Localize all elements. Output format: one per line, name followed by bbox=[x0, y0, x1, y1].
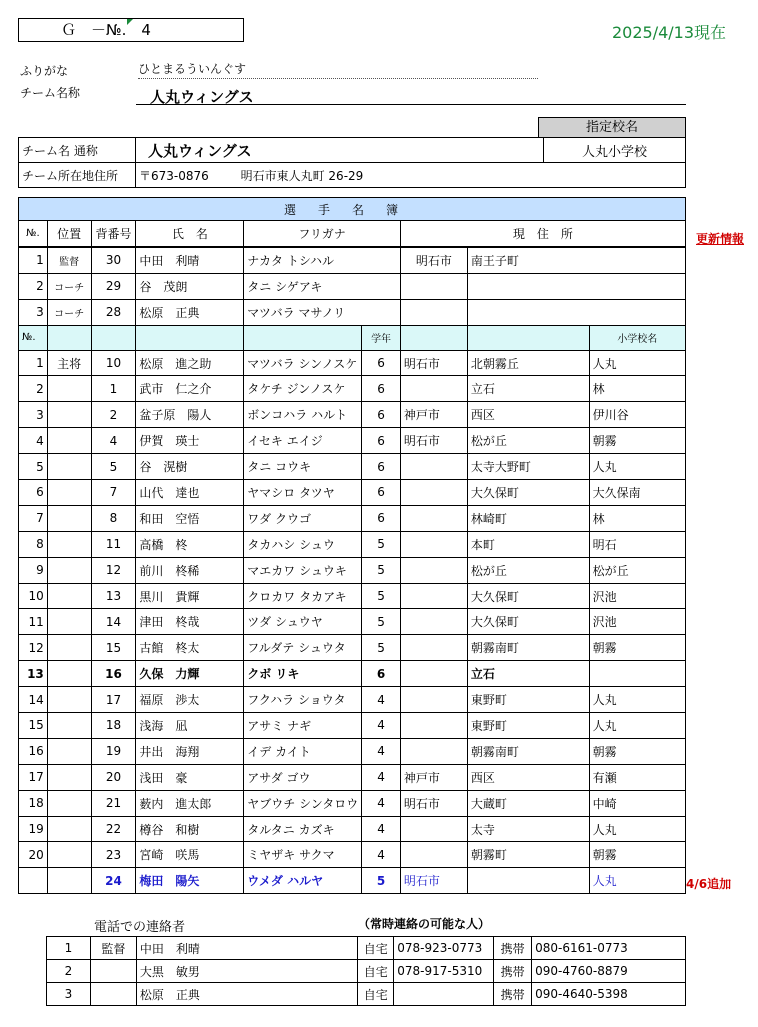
school: 人丸 bbox=[589, 454, 685, 480]
player-row bbox=[19, 661, 686, 687]
player-row bbox=[19, 609, 686, 635]
name: 山代 達也 bbox=[136, 480, 244, 506]
kana: ボンコハラ ハルト bbox=[244, 402, 362, 428]
kana: タカハシ シュウ bbox=[244, 531, 362, 557]
row-no: 20 bbox=[19, 842, 48, 868]
row-no: 13 bbox=[19, 661, 48, 687]
name: 伊賀 瑛士 bbox=[136, 428, 244, 454]
name: 中田 利晴 bbox=[136, 247, 244, 273]
town: 太寺 bbox=[467, 816, 589, 842]
grade: 6 bbox=[362, 350, 401, 376]
update-info-link[interactable]: 更新情報 bbox=[696, 232, 745, 246]
city bbox=[400, 505, 467, 531]
kana: ヤブウチ シンタロウ bbox=[244, 790, 362, 816]
g-number: Ｇ －№. 4 bbox=[61, 21, 151, 39]
name: 盆子原 陽人 bbox=[136, 402, 244, 428]
home-phone: 078-917-5310 bbox=[394, 960, 494, 983]
row-no bbox=[19, 868, 48, 894]
contact-no: 3 bbox=[47, 983, 91, 1006]
row-no: 2 bbox=[19, 376, 48, 402]
school: 松が丘 bbox=[589, 557, 685, 583]
name: 高橋 柊 bbox=[136, 531, 244, 557]
uniform-number: 17 bbox=[91, 687, 136, 713]
contact-role: 監督 bbox=[90, 937, 136, 960]
col-address: 現 住 所 bbox=[400, 221, 685, 247]
kana: イデ カイト bbox=[244, 738, 362, 764]
home-label: 自宅 bbox=[358, 960, 394, 983]
school: 朝霧 bbox=[589, 738, 685, 764]
contact-row bbox=[47, 937, 686, 960]
city: 神戸市 bbox=[400, 402, 467, 428]
blank bbox=[91, 325, 136, 350]
town: 東野町 bbox=[467, 687, 589, 713]
uniform-number: 21 bbox=[91, 790, 136, 816]
uniform-number: 1 bbox=[91, 376, 136, 402]
player-row bbox=[19, 480, 686, 506]
uniform-number: 23 bbox=[91, 842, 136, 868]
player-row bbox=[19, 583, 686, 609]
contact-name: 松原 正典 bbox=[136, 983, 357, 1006]
team-info-table bbox=[18, 137, 686, 188]
home-phone bbox=[394, 983, 494, 1006]
grade: 5 bbox=[362, 531, 401, 557]
grade: 4 bbox=[362, 738, 401, 764]
row-no: 5 bbox=[19, 454, 48, 480]
city bbox=[400, 454, 467, 480]
uniform-number: 13 bbox=[91, 583, 136, 609]
grade: 5 bbox=[362, 868, 401, 894]
blank bbox=[244, 325, 362, 350]
row-no: 1 bbox=[19, 350, 48, 376]
position bbox=[47, 687, 91, 713]
grade: 6 bbox=[362, 454, 401, 480]
town bbox=[467, 868, 589, 894]
town: 立石 bbox=[467, 661, 589, 687]
player-row bbox=[19, 557, 686, 583]
town: 朝霧南町 bbox=[467, 738, 589, 764]
player-row bbox=[19, 816, 686, 842]
uniform-number: 30 bbox=[91, 247, 136, 273]
mobile-label: 携帯 bbox=[494, 983, 532, 1006]
school: 人丸 bbox=[589, 713, 685, 739]
contact-row bbox=[47, 960, 686, 983]
staff-row bbox=[19, 247, 686, 273]
uniform-number: 15 bbox=[91, 635, 136, 661]
home-label: 自宅 bbox=[358, 983, 394, 1006]
uniform-number: 8 bbox=[91, 505, 136, 531]
town bbox=[467, 273, 685, 299]
uniform-number: 4 bbox=[91, 428, 136, 454]
blank bbox=[136, 325, 244, 350]
city bbox=[400, 738, 467, 764]
uniform-number: 11 bbox=[91, 531, 136, 557]
contact-no: 2 bbox=[47, 960, 91, 983]
player-row bbox=[19, 687, 686, 713]
kana: マツバラ シンノスケ bbox=[244, 350, 362, 376]
name: 前川 柊稀 bbox=[136, 557, 244, 583]
name: 武市 仁之介 bbox=[136, 376, 244, 402]
town: 朝霧南町 bbox=[467, 635, 589, 661]
name: 松原 進之助 bbox=[136, 350, 244, 376]
city bbox=[400, 299, 467, 325]
name: 井出 海翔 bbox=[136, 738, 244, 764]
name: 薮内 進太郎 bbox=[136, 790, 244, 816]
school: 林 bbox=[589, 376, 685, 402]
town: 太寺大野町 bbox=[467, 454, 589, 480]
home-phone: 078-923-0773 bbox=[394, 937, 494, 960]
uniform-number: 22 bbox=[91, 816, 136, 842]
town: 西区 bbox=[467, 402, 589, 428]
city: 神戸市 bbox=[400, 764, 467, 790]
grade: 5 bbox=[362, 635, 401, 661]
row-no: 15 bbox=[19, 713, 48, 739]
name: 福原 渉太 bbox=[136, 687, 244, 713]
uniform-number: 28 bbox=[91, 299, 136, 325]
kana: イセキ エイジ bbox=[244, 428, 362, 454]
team-address bbox=[136, 163, 686, 188]
position bbox=[47, 713, 91, 739]
position bbox=[47, 583, 91, 609]
name: 梅田 陽矢 bbox=[136, 868, 244, 894]
position bbox=[47, 531, 91, 557]
g-number-box bbox=[18, 18, 244, 42]
team-name-value: 人丸ウィングス bbox=[150, 88, 254, 106]
row-no: 18 bbox=[19, 790, 48, 816]
uniform-number: 2 bbox=[91, 402, 136, 428]
player-row bbox=[19, 842, 686, 868]
city bbox=[400, 583, 467, 609]
school: 朝霧 bbox=[589, 635, 685, 661]
furigana-label: ふりがな bbox=[20, 64, 69, 78]
player-subheader bbox=[19, 325, 686, 350]
position bbox=[47, 454, 91, 480]
contact-role bbox=[90, 960, 136, 983]
school: 中崎 bbox=[589, 790, 685, 816]
player-row bbox=[19, 764, 686, 790]
player-row bbox=[19, 428, 686, 454]
player-row bbox=[19, 738, 686, 764]
school: 人丸 bbox=[589, 350, 685, 376]
mobile-phone: 090-4640-5398 bbox=[532, 983, 686, 1006]
position bbox=[47, 842, 91, 868]
city: 明石市 bbox=[400, 790, 467, 816]
grade: 5 bbox=[362, 583, 401, 609]
blank bbox=[467, 325, 589, 350]
city bbox=[400, 661, 467, 687]
position bbox=[47, 480, 91, 506]
row-no: 17 bbox=[19, 764, 48, 790]
city bbox=[400, 687, 467, 713]
postal-code: 〒673-0876 bbox=[139, 168, 209, 183]
name: 谷 滉樹 bbox=[136, 454, 244, 480]
home-label: 自宅 bbox=[358, 937, 394, 960]
position: コーチ bbox=[47, 299, 91, 325]
school: 有瀬 bbox=[589, 764, 685, 790]
mobile-phone: 090-4760-8879 bbox=[532, 960, 686, 983]
blank bbox=[47, 325, 91, 350]
contact-title: 電話での連絡者 bbox=[94, 920, 186, 935]
row-no: 16 bbox=[19, 738, 48, 764]
player-row bbox=[19, 350, 686, 376]
uniform-number: 10 bbox=[91, 350, 136, 376]
town bbox=[467, 299, 685, 325]
uniform-number: 7 bbox=[91, 480, 136, 506]
position bbox=[47, 609, 91, 635]
school: 林 bbox=[589, 505, 685, 531]
town: 朝霧町 bbox=[467, 842, 589, 868]
uniform-number: 19 bbox=[91, 738, 136, 764]
school: 沢池 bbox=[589, 609, 685, 635]
uniform-number: 29 bbox=[91, 273, 136, 299]
col-grade: 学年 bbox=[362, 325, 401, 350]
player-row bbox=[19, 454, 686, 480]
row-no: 4 bbox=[19, 428, 48, 454]
name: 和田 空悟 bbox=[136, 505, 244, 531]
alias-value: 人丸ウィングス bbox=[136, 138, 544, 163]
staff-row bbox=[19, 299, 686, 325]
town: 北朝霧丘 bbox=[467, 350, 589, 376]
town: 東野町 bbox=[467, 713, 589, 739]
name: 浅海 凪 bbox=[136, 713, 244, 739]
kana: ワダ クウゴ bbox=[244, 505, 362, 531]
town: 立石 bbox=[467, 376, 589, 402]
name: 宮崎 咲馬 bbox=[136, 842, 244, 868]
mobile-label: 携帯 bbox=[494, 960, 532, 983]
city bbox=[400, 273, 467, 299]
name: 津田 柊哉 bbox=[136, 609, 244, 635]
row-no: 11 bbox=[19, 609, 48, 635]
name: 久保 力輝 bbox=[136, 661, 244, 687]
kana: ヤマシロ タツヤ bbox=[244, 480, 362, 506]
player-row bbox=[19, 790, 686, 816]
grade: 6 bbox=[362, 480, 401, 506]
position bbox=[47, 635, 91, 661]
name: 黒川 貴輝 bbox=[136, 583, 244, 609]
contact-name: 中田 利晴 bbox=[136, 937, 357, 960]
position bbox=[47, 790, 91, 816]
city: 明石市 bbox=[400, 350, 467, 376]
player-row bbox=[19, 531, 686, 557]
kana: ミヤザキ サクマ bbox=[244, 842, 362, 868]
name: 松原 正典 bbox=[136, 299, 244, 325]
grade: 4 bbox=[362, 713, 401, 739]
position bbox=[47, 816, 91, 842]
player-row bbox=[19, 376, 686, 402]
grade: 6 bbox=[362, 505, 401, 531]
row-no: 2 bbox=[19, 273, 48, 299]
row-no: 3 bbox=[19, 299, 48, 325]
kana: クロカワ タカアキ bbox=[244, 583, 362, 609]
grade: 6 bbox=[362, 661, 401, 687]
player-row bbox=[19, 402, 686, 428]
team-name-underline bbox=[136, 104, 686, 105]
name: 樽谷 和樹 bbox=[136, 816, 244, 842]
row-no: 12 bbox=[19, 635, 48, 661]
grade: 4 bbox=[362, 842, 401, 868]
col-no: №. bbox=[19, 221, 48, 247]
row-no: 1 bbox=[19, 247, 48, 273]
col-school: 小学校名 bbox=[589, 325, 685, 350]
row-no: 10 bbox=[19, 583, 48, 609]
mobile-label: 携帯 bbox=[494, 937, 532, 960]
city bbox=[400, 557, 467, 583]
kana: ナカタ トシハル bbox=[244, 247, 401, 273]
city bbox=[400, 816, 467, 842]
city bbox=[400, 376, 467, 402]
school: 沢池 bbox=[589, 583, 685, 609]
position: 監督 bbox=[47, 247, 91, 273]
town: 南王子町 bbox=[467, 247, 685, 273]
school: 伊川谷 bbox=[589, 402, 685, 428]
town: 大久保町 bbox=[467, 480, 589, 506]
furigana-value: ひとまるういんぐす bbox=[138, 60, 538, 79]
designated-school-value: 人丸小学校 bbox=[544, 138, 686, 163]
uniform-number: 12 bbox=[91, 557, 136, 583]
row-no: 19 bbox=[19, 816, 48, 842]
contact-row bbox=[47, 983, 686, 1006]
grade: 5 bbox=[362, 609, 401, 635]
position bbox=[47, 505, 91, 531]
school: 朝霧 bbox=[589, 428, 685, 454]
city bbox=[400, 480, 467, 506]
contact-table bbox=[46, 936, 686, 1006]
roster-title: 選手名簿 bbox=[19, 198, 686, 221]
position bbox=[47, 428, 91, 454]
grade: 4 bbox=[362, 816, 401, 842]
town: 松が丘 bbox=[467, 428, 589, 454]
school: 人丸 bbox=[589, 816, 685, 842]
row-no: 7 bbox=[19, 505, 48, 531]
grade: 4 bbox=[362, 790, 401, 816]
kana: クボ リキ bbox=[244, 661, 362, 687]
uniform-number: 5 bbox=[91, 454, 136, 480]
school: 人丸 bbox=[589, 868, 685, 894]
kana: フルダテ シュウタ bbox=[244, 635, 362, 661]
col-kana: フリガナ bbox=[244, 221, 401, 247]
position bbox=[47, 402, 91, 428]
city: 明石市 bbox=[400, 868, 467, 894]
row-no: 14 bbox=[19, 687, 48, 713]
position bbox=[47, 376, 91, 402]
staff-row bbox=[19, 273, 686, 299]
uniform-number: 16 bbox=[91, 661, 136, 687]
name: 古館 柊太 bbox=[136, 635, 244, 661]
town: 大蔵町 bbox=[467, 790, 589, 816]
contact-role bbox=[90, 983, 136, 1006]
kana: フクハラ ショウタ bbox=[244, 687, 362, 713]
city bbox=[400, 842, 467, 868]
alias-label: チーム名 通称 bbox=[19, 138, 136, 163]
kana: アサダ ゴウ bbox=[244, 764, 362, 790]
kana: タルタニ カズキ bbox=[244, 816, 362, 842]
city: 明石市 bbox=[400, 428, 467, 454]
row-no: 8 bbox=[19, 531, 48, 557]
position bbox=[47, 738, 91, 764]
kana: マツバラ マサノリ bbox=[244, 299, 401, 325]
player-row bbox=[19, 713, 686, 739]
grade: 4 bbox=[362, 687, 401, 713]
position bbox=[47, 868, 91, 894]
city bbox=[400, 531, 467, 557]
mobile-phone: 080-6161-0773 bbox=[532, 937, 686, 960]
player-row bbox=[19, 505, 686, 531]
contact-no: 1 bbox=[47, 937, 91, 960]
name: 谷 茂朗 bbox=[136, 273, 244, 299]
col-no-sub: №. bbox=[19, 325, 48, 350]
address-label: チーム所在地住所 bbox=[19, 163, 136, 188]
address-text: 明石市東人丸町 26-29 bbox=[240, 168, 364, 183]
grade: 6 bbox=[362, 428, 401, 454]
city bbox=[400, 635, 467, 661]
uniform-number: 14 bbox=[91, 609, 136, 635]
school: 朝霧 bbox=[589, 842, 685, 868]
grade: 5 bbox=[362, 557, 401, 583]
grade: 6 bbox=[362, 376, 401, 402]
position: 主将 bbox=[47, 350, 91, 376]
col-number: 背番号 bbox=[91, 221, 136, 247]
name: 浅田 豪 bbox=[136, 764, 244, 790]
grade: 6 bbox=[362, 402, 401, 428]
col-name: 氏 名 bbox=[136, 221, 244, 247]
city bbox=[400, 713, 467, 739]
kana: タニ コウキ bbox=[244, 454, 362, 480]
position: コーチ bbox=[47, 273, 91, 299]
kana: タニ シゲアキ bbox=[244, 273, 401, 299]
town: 西区 bbox=[467, 764, 589, 790]
city bbox=[400, 609, 467, 635]
contact-name: 大黒 敏男 bbox=[136, 960, 357, 983]
row-no: 9 bbox=[19, 557, 48, 583]
uniform-number: 18 bbox=[91, 713, 136, 739]
school: 明石 bbox=[589, 531, 685, 557]
city: 明石市 bbox=[400, 247, 467, 273]
contact-note: （常時連絡の可能な人） bbox=[358, 917, 491, 931]
position bbox=[47, 661, 91, 687]
uniform-number: 24 bbox=[91, 868, 136, 894]
school: 大久保南 bbox=[589, 480, 685, 506]
blank bbox=[400, 325, 467, 350]
roster-table bbox=[18, 197, 686, 894]
added-note: 4/6追加 bbox=[686, 877, 732, 891]
town: 松が丘 bbox=[467, 557, 589, 583]
cell-comment-marker bbox=[127, 19, 133, 25]
kana: マエカワ シュウキ bbox=[244, 557, 362, 583]
town: 大久保町 bbox=[467, 609, 589, 635]
player-row bbox=[19, 868, 686, 894]
designated-school-label: 指定校名 bbox=[538, 117, 686, 138]
row-no: 3 bbox=[19, 402, 48, 428]
town: 大久保町 bbox=[467, 583, 589, 609]
school bbox=[589, 661, 685, 687]
row-no: 6 bbox=[19, 480, 48, 506]
player-row bbox=[19, 635, 686, 661]
position bbox=[47, 557, 91, 583]
kana: ウメダ ハルヤ bbox=[244, 868, 362, 894]
town: 林崎町 bbox=[467, 505, 589, 531]
col-position: 位置 bbox=[47, 221, 91, 247]
kana: アサミ ナギ bbox=[244, 713, 362, 739]
town: 本町 bbox=[467, 531, 589, 557]
position bbox=[47, 764, 91, 790]
uniform-number: 20 bbox=[91, 764, 136, 790]
school: 人丸 bbox=[589, 687, 685, 713]
kana: タケチ ジンノスケ bbox=[244, 376, 362, 402]
team-name-label: チーム名称 bbox=[20, 86, 81, 100]
grade: 4 bbox=[362, 764, 401, 790]
kana: ツダ シュウヤ bbox=[244, 609, 362, 635]
as-of-date: 2025/4/13現在 bbox=[612, 23, 727, 42]
